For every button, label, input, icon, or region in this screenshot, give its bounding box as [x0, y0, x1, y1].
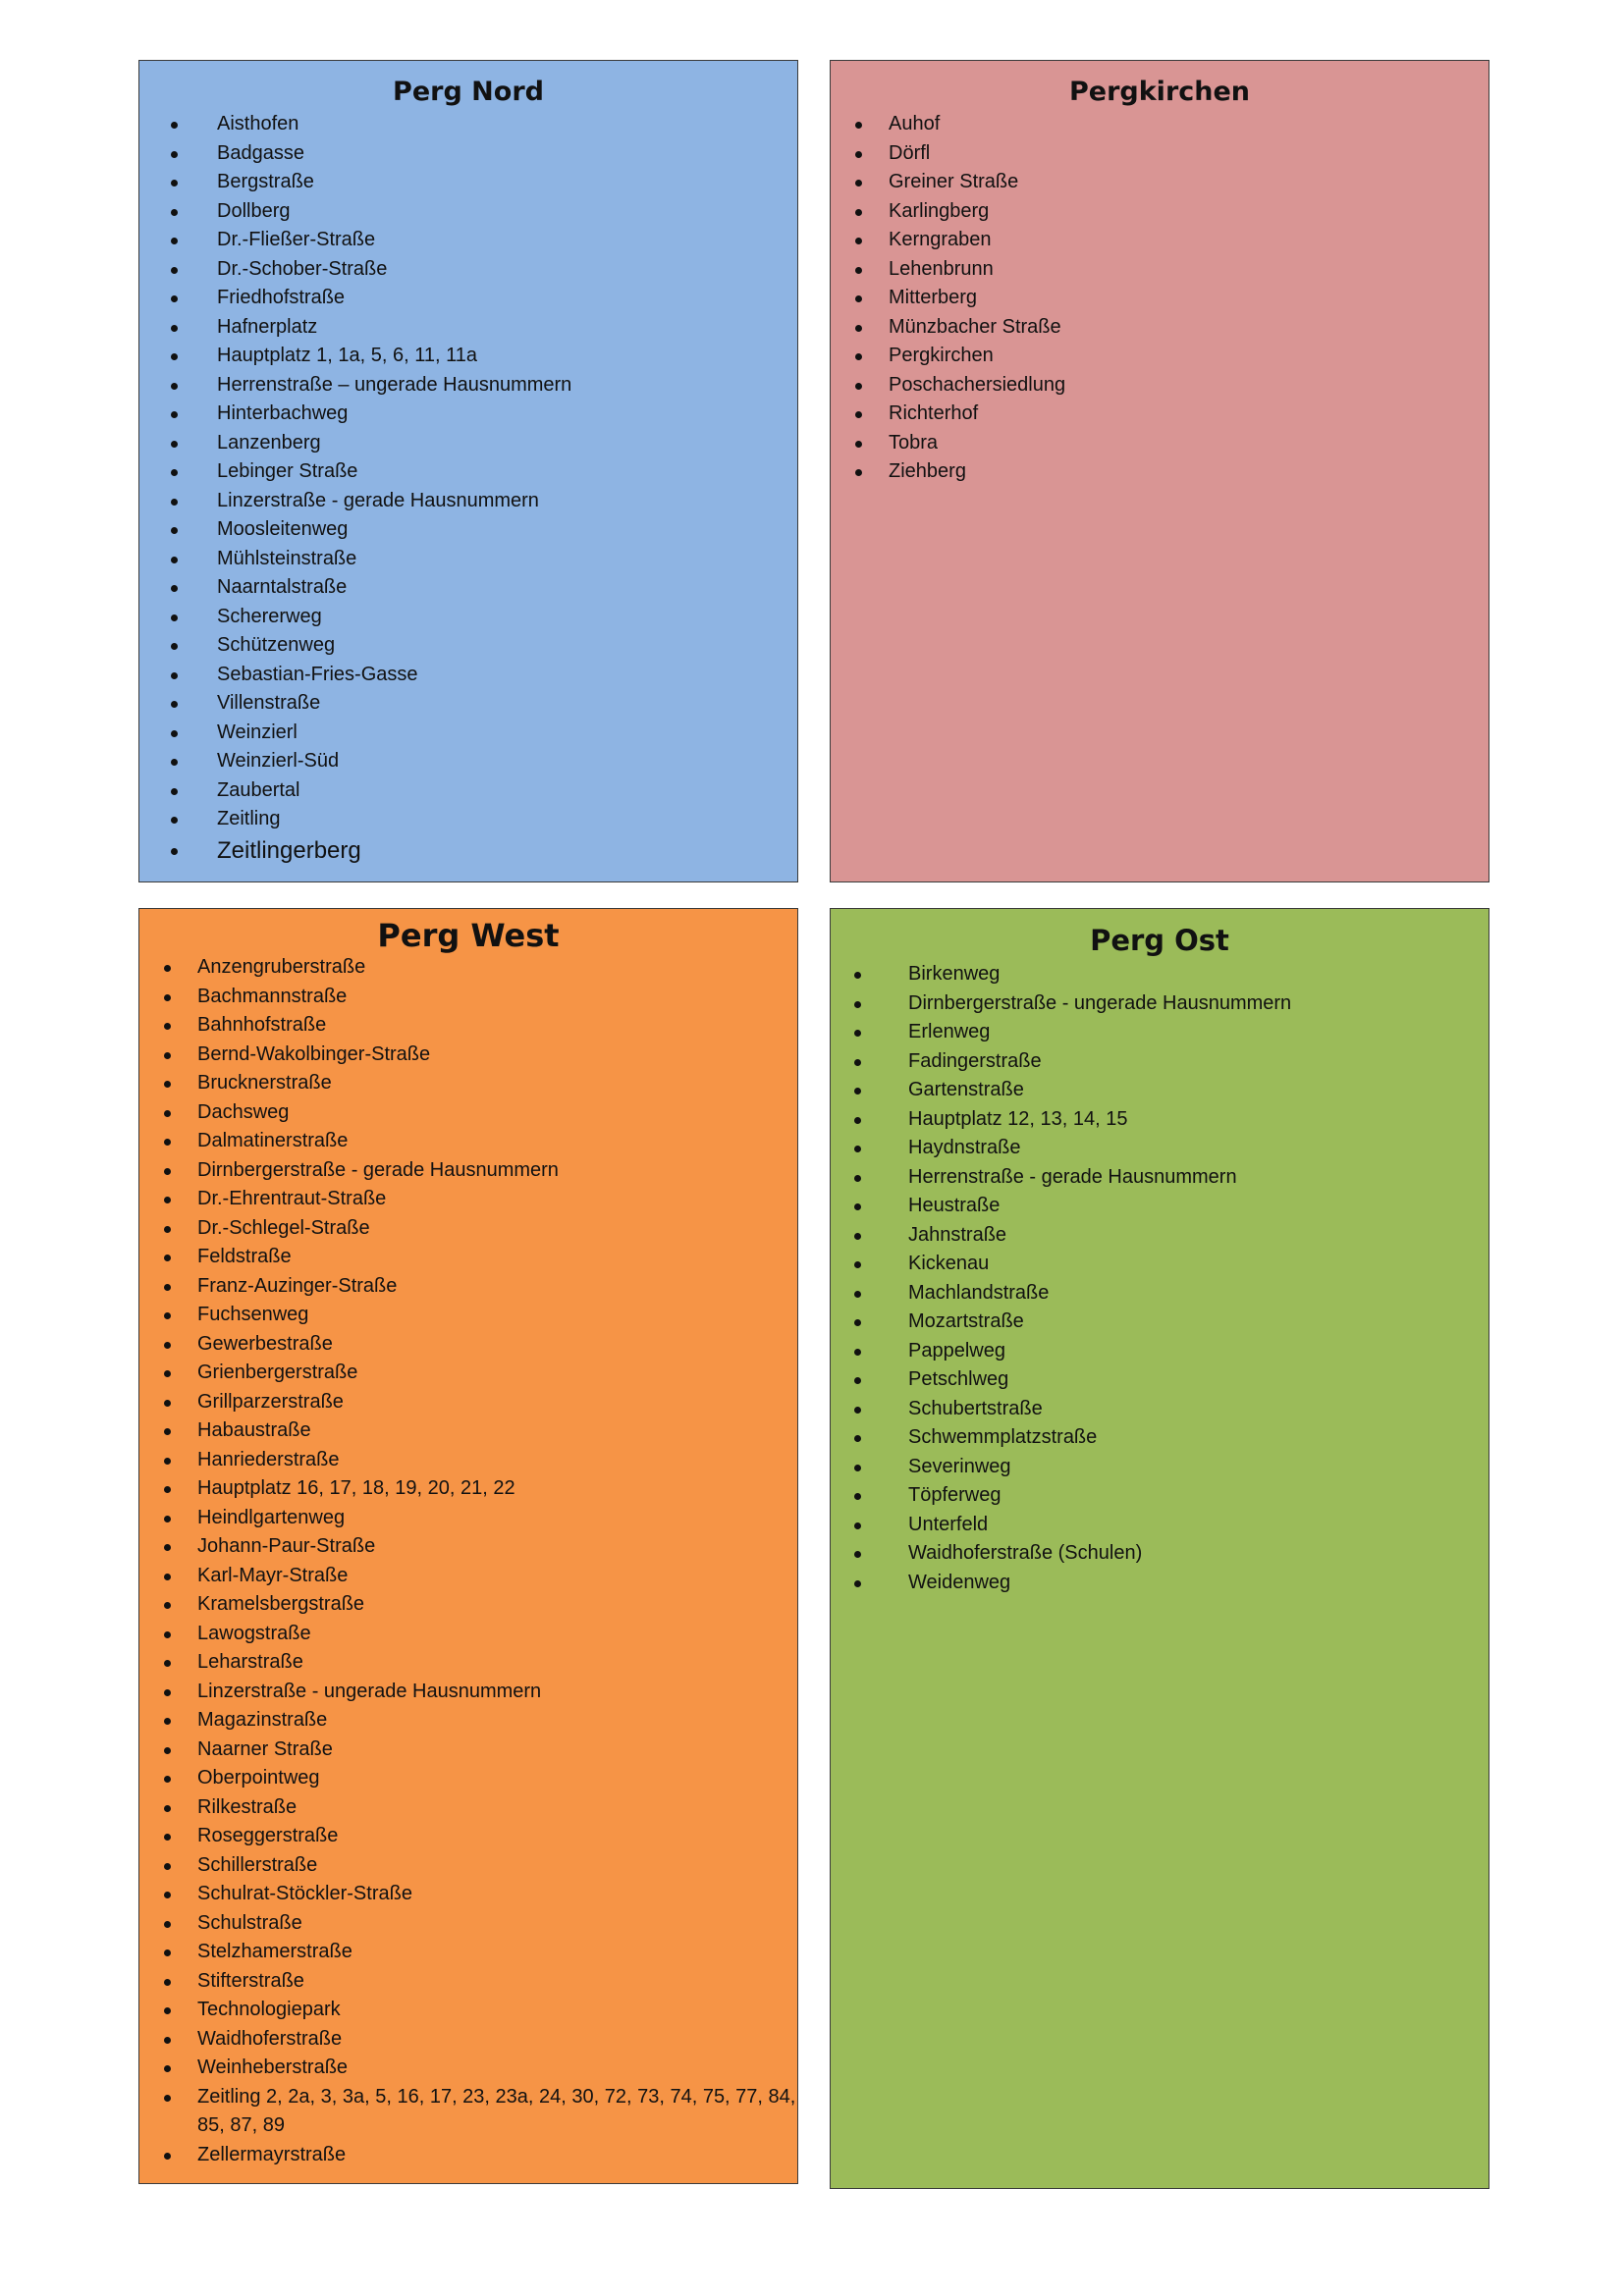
street-item: Schillerstraße	[139, 1851, 797, 1881]
district-title: Perg West	[377, 917, 560, 954]
street-item: Hinterbachweg	[139, 400, 797, 429]
street-item: Hafnerplatz	[139, 313, 797, 343]
street-item: Bachmannstraße	[139, 983, 797, 1012]
street-item: Ziehberg	[831, 457, 1489, 487]
district-title: Perg Ost	[1090, 924, 1229, 957]
street-item: Mühlsteinstraße	[139, 545, 797, 574]
street-item: Schulrat-Stöckler-Straße	[139, 1880, 797, 1909]
street-item: Töpferweg	[831, 1481, 1489, 1511]
street-item: Moosleitenweg	[139, 515, 797, 545]
street-item: Herrenstraße – ungerade Hausnummern	[139, 371, 797, 400]
street-item: Weinzierl-Süd	[139, 747, 797, 776]
district-box-perg-west	[138, 908, 798, 2184]
district-box-perg-nord	[138, 60, 798, 882]
street-item: Kramelsbergstraße	[139, 1590, 797, 1620]
street-item: Fuchsenweg	[139, 1301, 797, 1330]
street-item: Pappelweg	[831, 1337, 1489, 1366]
street-item: Oberpointweg	[139, 1764, 797, 1793]
street-item: Schererweg	[139, 603, 797, 632]
district-title: Pergkirchen	[1068, 77, 1251, 107]
street-item: Poschachersiedlung	[831, 371, 1489, 400]
street-item: Lanzenberg	[139, 429, 797, 458]
street-item: Zeitling	[139, 805, 797, 834]
street-item: Karl-Mayr-Straße	[139, 1562, 797, 1591]
street-item: Sebastian-Fries-Gasse	[139, 661, 797, 690]
street-item: Johann-Paur-Straße	[139, 1532, 797, 1562]
street-item: Franz-Auzinger-Straße	[139, 1272, 797, 1302]
street-item: Richterhof	[831, 400, 1489, 429]
street-item: Münzbacher Straße	[831, 313, 1489, 343]
street-item: Anzengruberstraße	[139, 953, 797, 983]
street-item: Magazinstraße	[139, 1706, 797, 1735]
street-item: Greiner Straße	[831, 168, 1489, 197]
street-list	[831, 960, 1489, 1597]
street-item: Dörfl	[831, 139, 1489, 169]
street-item: Hauptplatz 12, 13, 14, 15	[831, 1105, 1489, 1135]
street-item: Schützenweg	[139, 631, 797, 661]
street-item: Zeitling 2, 2a, 3, 3a, 5, 16, 17, 23, 23a, 24, 30, 72, 73, 74, 75, 77, 84, 85, 87, 89	[139, 2083, 797, 2141]
street-item: Hanriederstraße	[139, 1446, 797, 1475]
street-item: Habaustraße	[139, 1416, 797, 1446]
street-item: Weidenweg	[831, 1569, 1489, 1598]
street-item: Machlandstraße	[831, 1279, 1489, 1308]
street-item: Haydnstraße	[831, 1134, 1489, 1163]
street-item: Auhof	[831, 110, 1489, 139]
street-item: Dalmatinerstraße	[139, 1127, 797, 1156]
street-item: Bergstraße	[139, 168, 797, 197]
street-item: Linzerstraße - ungerade Hausnummern	[139, 1678, 797, 1707]
street-item: Tobra	[831, 429, 1489, 458]
street-item: Stifterstraße	[139, 1967, 797, 1997]
street-item: Zeitlingerberg	[139, 834, 797, 868]
street-item: Weinzierl	[139, 719, 797, 748]
street-item: Naarntalstraße	[139, 573, 797, 603]
street-item: Mitterberg	[831, 284, 1489, 313]
street-item: Lehenbrunn	[831, 255, 1489, 285]
district-box-perg-ost	[830, 908, 1489, 2189]
street-item: Karlingberg	[831, 197, 1489, 227]
street-item: Feldstraße	[139, 1243, 797, 1272]
street-item: Dirnbergerstraße - gerade Hausnummern	[139, 1156, 797, 1186]
street-item: Bernd-Wakolbinger-Straße	[139, 1041, 797, 1070]
street-item: Badgasse	[139, 139, 797, 169]
street-item: Kickenau	[831, 1250, 1489, 1279]
street-item: Dollberg	[139, 197, 797, 227]
street-item: Brucknerstraße	[139, 1069, 797, 1098]
street-item: Stelzhamerstraße	[139, 1938, 797, 1967]
street-item: Dr.-Ehrentraut-Straße	[139, 1185, 797, 1214]
district-title: Perg Nord	[393, 77, 544, 107]
street-item: Bahnhofstraße	[139, 1011, 797, 1041]
street-item: Grienbergerstraße	[139, 1359, 797, 1388]
street-item: Heustraße	[831, 1192, 1489, 1221]
street-item: Jahnstraße	[831, 1221, 1489, 1251]
street-item: Weinheberstraße	[139, 2054, 797, 2083]
street-list	[139, 110, 797, 868]
street-item: Hauptplatz 1, 1a, 5, 6, 11, 11a	[139, 342, 797, 371]
street-item: Hauptplatz 16, 17, 18, 19, 20, 21, 22	[139, 1474, 797, 1504]
street-item: Erlenweg	[831, 1018, 1489, 1047]
street-list	[139, 953, 797, 2169]
street-item: Waidhoferstraße	[139, 2025, 797, 2055]
street-item: Technologiepark	[139, 1996, 797, 2025]
street-item: Dr.-Schlegel-Straße	[139, 1214, 797, 1244]
district-box-pergkirchen	[830, 60, 1489, 882]
street-item: Leharstraße	[139, 1648, 797, 1678]
street-item: Waidhoferstraße (Schulen)	[831, 1539, 1489, 1569]
street-item: Friedhofstraße	[139, 284, 797, 313]
street-item: Zellermayrstraße	[139, 2141, 797, 2170]
street-item: Schubertstraße	[831, 1395, 1489, 1424]
street-item: Lebinger Straße	[139, 457, 797, 487]
street-item: Unterfeld	[831, 1511, 1489, 1540]
street-item: Birkenweg	[831, 960, 1489, 989]
street-item: Severinweg	[831, 1453, 1489, 1482]
street-item: Dr.-Fließer-Straße	[139, 226, 797, 255]
street-item: Herrenstraße - gerade Hausnummern	[831, 1163, 1489, 1193]
street-item: Villenstraße	[139, 689, 797, 719]
street-item: Petschlweg	[831, 1365, 1489, 1395]
street-item: Naarner Straße	[139, 1735, 797, 1765]
street-item: Pergkirchen	[831, 342, 1489, 371]
street-item: Lawogstraße	[139, 1620, 797, 1649]
street-item: Dirnbergerstraße - ungerade Hausnummern	[831, 989, 1489, 1019]
street-item: Dr.-Schober-Straße	[139, 255, 797, 285]
street-item: Grillparzerstraße	[139, 1388, 797, 1417]
street-item: Rilkestraße	[139, 1793, 797, 1823]
street-item: Roseggerstraße	[139, 1822, 797, 1851]
street-list	[831, 110, 1489, 487]
street-item: Gewerbestraße	[139, 1330, 797, 1360]
street-item: Kerngraben	[831, 226, 1489, 255]
street-item: Zaubertal	[139, 776, 797, 806]
street-item: Linzerstraße - gerade Hausnummern	[139, 487, 797, 516]
street-item: Fadingerstraße	[831, 1047, 1489, 1077]
street-item: Mozartstraße	[831, 1308, 1489, 1337]
street-item: Dachsweg	[139, 1098, 797, 1128]
street-item: Schulstraße	[139, 1909, 797, 1939]
street-item: Heindlgartenweg	[139, 1504, 797, 1533]
street-item: Gartenstraße	[831, 1076, 1489, 1105]
street-item: Schwemmplatzstraße	[831, 1423, 1489, 1453]
street-item: Aisthofen	[139, 110, 797, 139]
